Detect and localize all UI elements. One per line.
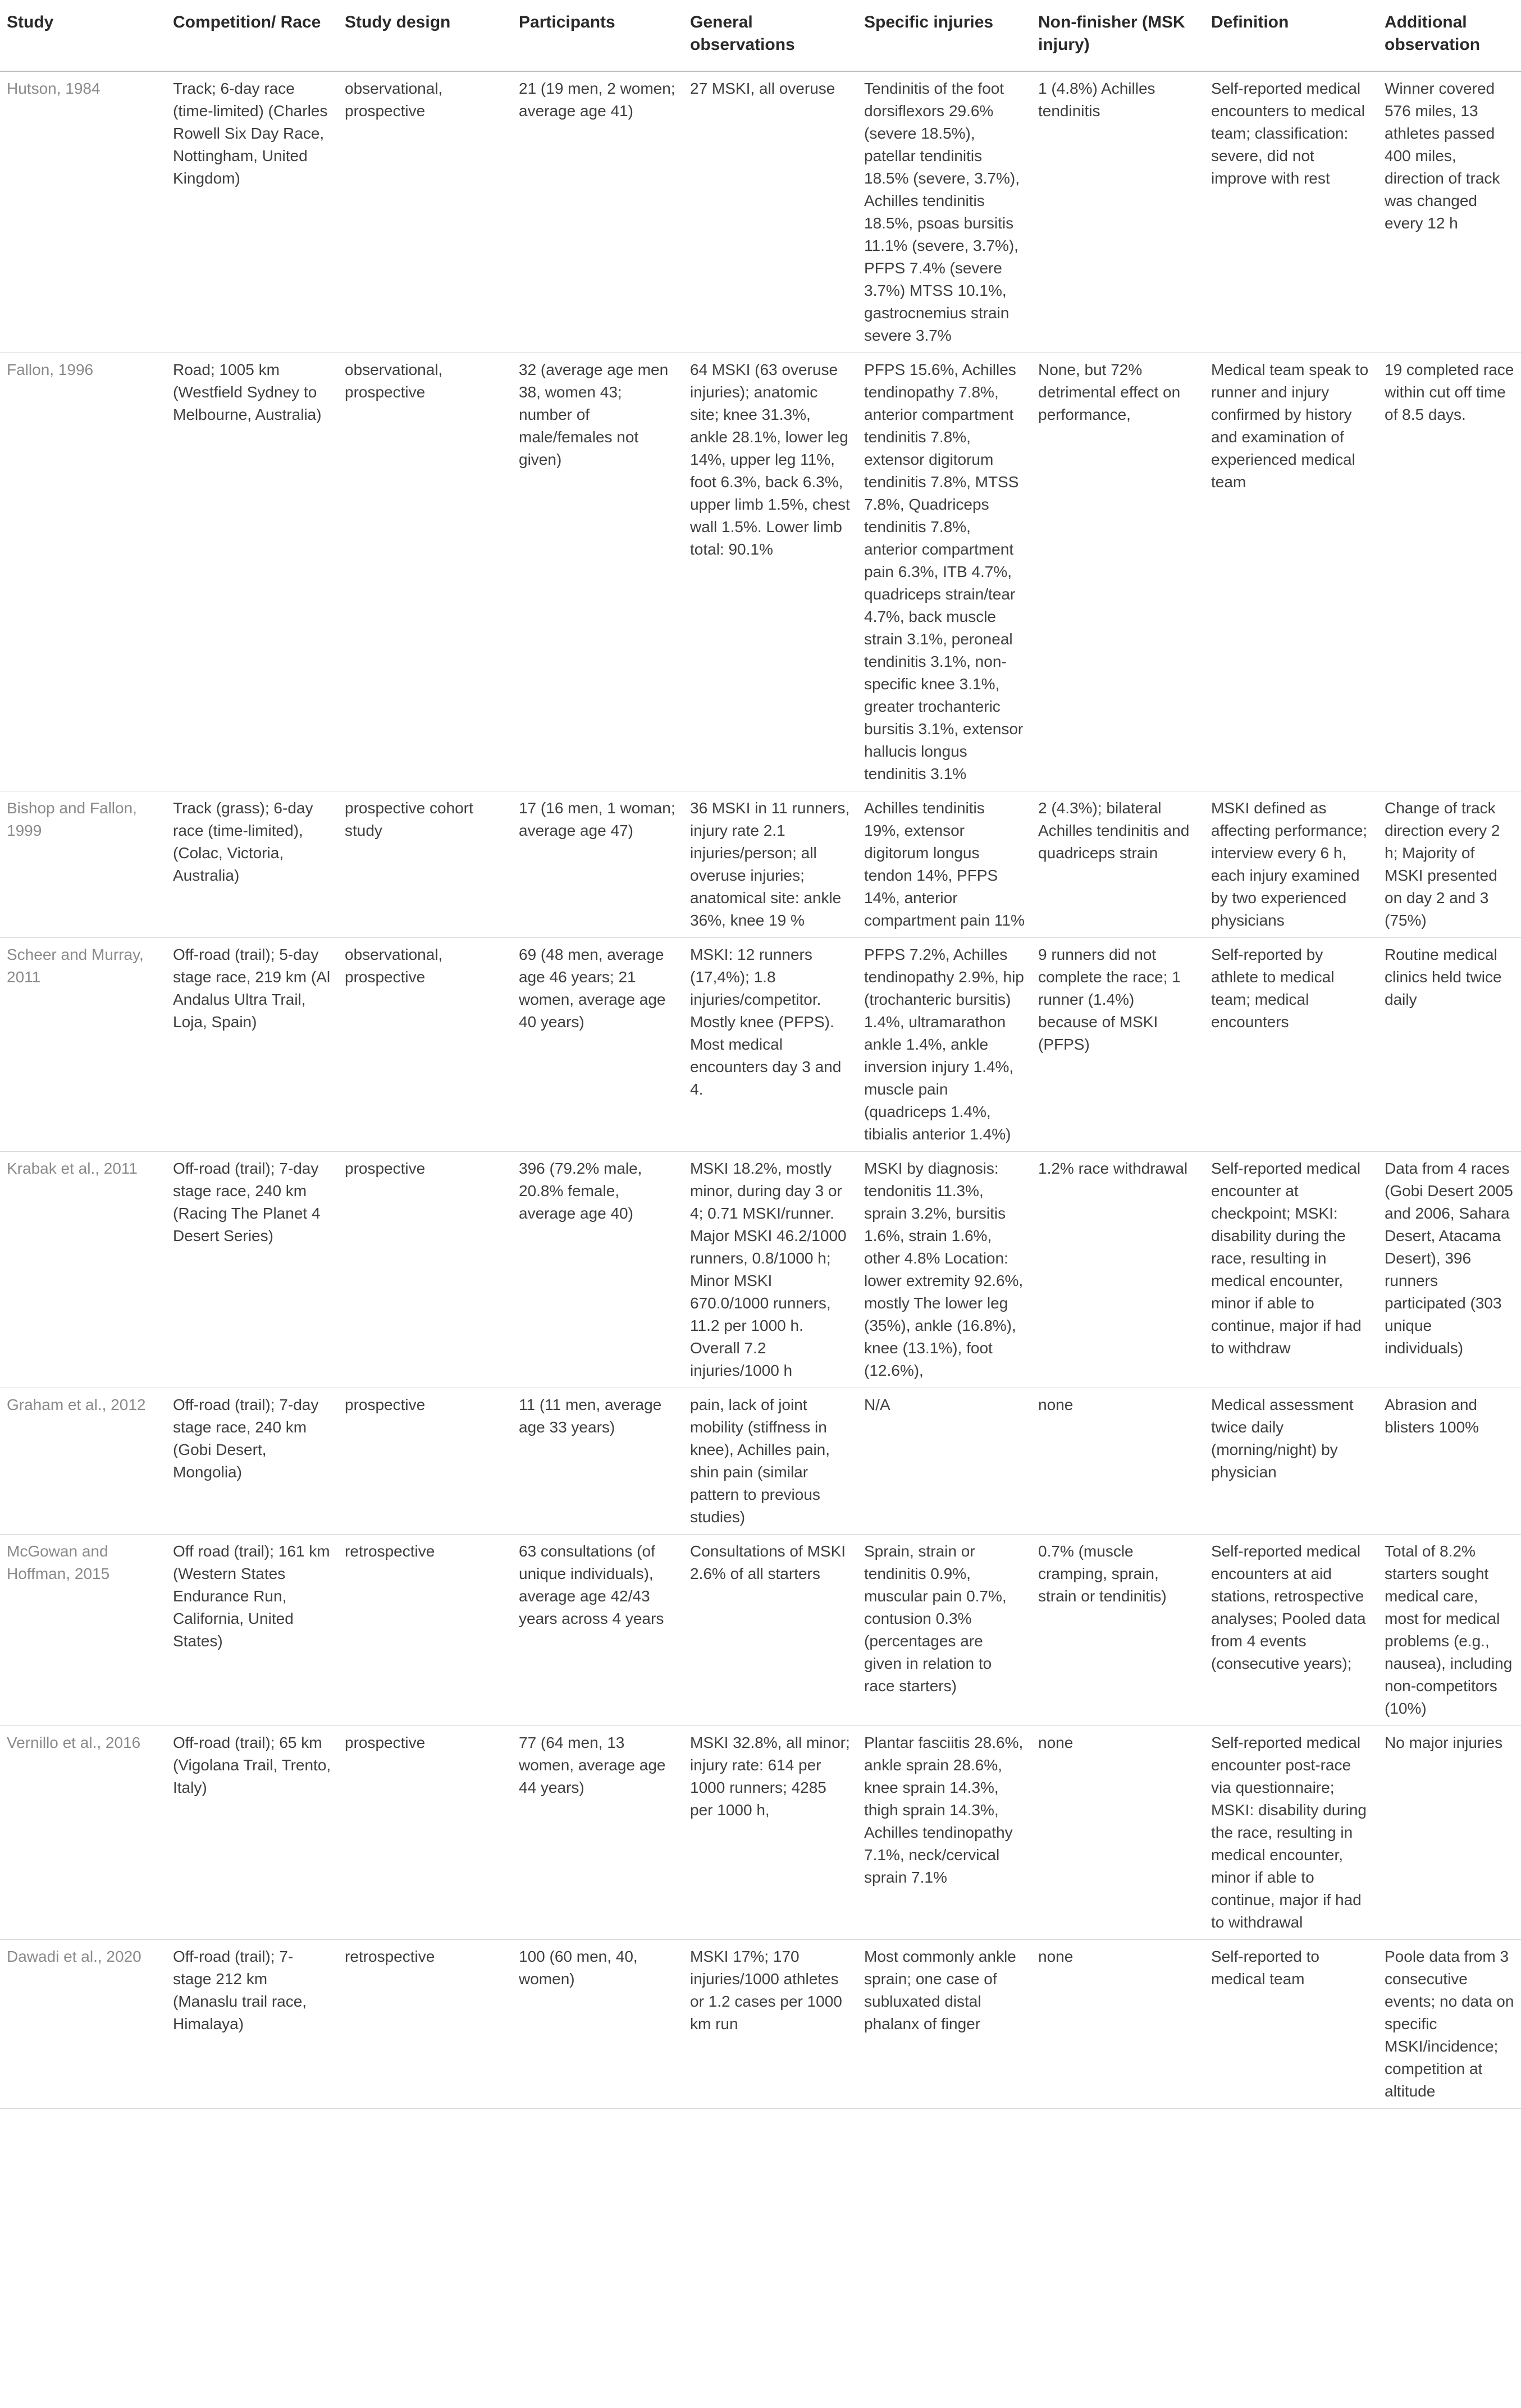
cell-race: Off road (trail); 161 km (Western States Endurance Run, California, United States) [166, 1535, 338, 1726]
cell-nonfinisher: 9 runners did not complete the race; 1 runner (1.4%) because of MSKI (PFPS) [1031, 938, 1204, 1152]
cell-design: prospective [338, 1388, 512, 1535]
table-row [0, 1535, 1521, 1726]
cell-general: 64 MSKI (63 overuse injuries); anatomic site; knee 31.3%, ankle 28.1%, lower leg 14%, upper leg 11%, foot 6.3%, back 6.3%, upper limb 1.5%, chest wall 1.5%. Lower limb total: 90.1% [683, 353, 857, 791]
cell-general: pain, lack of joint mobility (stiffness in knee), Achilles pain, shin pain (similar pattern to previous studies) [683, 1388, 857, 1535]
cell-nonfinisher: 2 (4.3%); bilateral Achilles tendinitis and quadriceps strain [1031, 791, 1204, 938]
cell-study: Graham et al., 2012 [0, 1388, 166, 1535]
cell-race: Track; 6-day race (time-limited) (Charles Rowell Six Day Race, Nottingham, United Kingdom) [166, 71, 338, 353]
cell-participants: 21 (19 men, 2 women; average age 41) [512, 71, 683, 353]
header-general: General observations [683, 0, 857, 71]
table-row [0, 1388, 1521, 1535]
cell-race: Off-road (trail); 7-day stage race, 240 km (Racing The Planet 4 Desert Series) [166, 1152, 338, 1388]
cell-design: prospective [338, 1726, 512, 1940]
header-specific: Specific injuries [857, 0, 1031, 71]
cell-additional: Abrasion and blisters 100% [1378, 1388, 1521, 1535]
cell-specific: N/A [857, 1388, 1031, 1535]
cell-study: Fallon, 1996 [0, 353, 166, 791]
cell-definition: Self-reported medical encounters to medical team; classification: severe, did not improve with rest [1204, 71, 1378, 353]
header-study: Study [0, 0, 166, 71]
cell-additional: Change of track direction every 2 h; Majority of MSKI presented on day 2 and 3 (75%) [1378, 791, 1521, 938]
header-design: Study design [338, 0, 512, 71]
cell-nonfinisher: 1 (4.8%) Achilles tendinitis [1031, 71, 1204, 353]
cell-specific: Sprain, strain or tendinitis 0.9%, muscular pain 0.7%, contusion 0.3% (percentages are given in relation to race starters) [857, 1535, 1031, 1726]
cell-additional: No major injuries [1378, 1726, 1521, 1940]
cell-additional: Winner covered 576 miles, 13 athletes passed 400 miles, direction of track was changed every 12 h [1378, 71, 1521, 353]
cell-design: observational, prospective [338, 938, 512, 1152]
cell-study: McGowan and Hoffman, 2015 [0, 1535, 166, 1726]
cell-nonfinisher: 0.7% (muscle cramping, sprain, strain or tendinitis) [1031, 1535, 1204, 1726]
cell-race: Off-road (trail); 7-stage 212 km (Manaslu trail race, Himalaya) [166, 1940, 338, 2109]
table-row [0, 71, 1521, 353]
table-row [0, 1152, 1521, 1388]
cell-study: Dawadi et al., 2020 [0, 1940, 166, 2109]
cell-study: Hutson, 1984 [0, 71, 166, 353]
cell-general: 36 MSKI in 11 runners, injury rate 2.1 injuries/person; all overuse injuries; anatomical site: ankle 36%, knee 19 % [683, 791, 857, 938]
cell-additional: Total of 8.2% starters sought medical care, most for medical problems (e.g., nausea), including non-competitors (10%) [1378, 1535, 1521, 1726]
cell-specific: Achilles tendinitis 19%, extensor digitorum longus tendon 14%, PFPS 14%, anterior compartment pain 11% [857, 791, 1031, 938]
cell-specific: Most commonly ankle sprain; one case of subluxated distal phalanx of finger [857, 1940, 1031, 2109]
cell-participants: 100 (60 men, 40, women) [512, 1940, 683, 2109]
cell-general: 27 MSKI, all overuse [683, 71, 857, 353]
cell-study: Krabak et al., 2011 [0, 1152, 166, 1388]
cell-additional: Routine medical clinics held twice daily [1378, 938, 1521, 1152]
cell-general: MSKI 18.2%, mostly minor, during day 3 or 4; 0.71 MSKI/runner. Major MSKI 46.2/1000 runners, 0.8/1000 h; Minor MSKI 670.0/1000 runners, 11.2 per 1000 h. Overall 7.2 injuries/1000 h [683, 1152, 857, 1388]
cell-participants: 32 (average age men 38, women 43; number of male/females not given) [512, 353, 683, 791]
cell-participants: 17 (16 men, 1 woman; average age 47) [512, 791, 683, 938]
cell-definition: Self-reported medical encounters at aid stations, retrospective analyses; Pooled data from 4 events (consecutive years); [1204, 1535, 1378, 1726]
cell-specific: Plantar fasciitis 28.6%, ankle sprain 28.6%, knee sprain 14.3%, thigh sprain 14.3%, Achilles tendinopathy 7.1%, neck/cervical sprain 7.1% [857, 1726, 1031, 1940]
cell-design: prospective cohort study [338, 791, 512, 938]
cell-specific: MSKI by diagnosis: tendonitis 11.3%, sprain 3.2%, bursitis 1.6%, strain 1.6%, other 4.8% Location: lower extremity 92.6%, mostly The lower leg (35%), ankle (16.8%), knee (13.1%), foot (12.6%), [857, 1152, 1031, 1388]
cell-additional: Poole data from 3 consecutive events; no data on specific MSKI/incidence; competition at altitude [1378, 1940, 1521, 2109]
cell-study: Bishop and Fallon, 1999 [0, 791, 166, 938]
cell-general: MSKI 17%; 170 injuries/1000 athletes or 1.2 cases per 1000 km run [683, 1940, 857, 2109]
cell-design: prospective [338, 1152, 512, 1388]
cell-specific: Tendinitis of the foot dorsiflexors 29.6% (severe 18.5%), patellar tendinitis 18.5% (severe, 3.7%), Achilles tendinitis 18.5%, psoas bursitis 11.1% (severe, 3.7%), PFPS 7.4% (severe 3.7%) MTSS 10.1%, gastrocnemius strain severe 3.7% [857, 71, 1031, 353]
table-body [0, 71, 1521, 2109]
cell-race: Track (grass); 6-day race (time-limited), (Colac, Victoria, Australia) [166, 791, 338, 938]
table-row [0, 791, 1521, 938]
cell-participants: 63 consultations (of unique individuals), average age 42/43 years across 4 years [512, 1535, 683, 1726]
cell-definition: Self-reported medical encounter at checkpoint; MSKI: disability during the race, resulting in medical encounter, minor if able to continue, major if had to withdraw [1204, 1152, 1378, 1388]
cell-definition: Medical assessment twice daily (morning/night) by physician [1204, 1388, 1378, 1535]
cell-nonfinisher: None, but 72% detrimental effect on performance, [1031, 353, 1204, 791]
header-race: Competition/ Race [166, 0, 338, 71]
cell-additional: Data from 4 races (Gobi Desert 2005 and 2006, Sahara Desert, Atacama Desert), 396 runners participated (303 unique individuals) [1378, 1152, 1521, 1388]
cell-nonfinisher: none [1031, 1388, 1204, 1535]
cell-additional: 19 completed race within cut off time of 8.5 days. [1378, 353, 1521, 791]
cell-race: Off-road (trail); 5-day stage race, 219 km (Al Andalus Ultra Trail, Loja, Spain) [166, 938, 338, 1152]
cell-definition: Medical team speak to runner and injury confirmed by history and examination of experienced medical team [1204, 353, 1378, 791]
header-definition: Definition [1204, 0, 1378, 71]
cell-general: MSKI 32.8%, all minor; injury rate: 614 per 1000 runners; 4285 per 1000 h, [683, 1726, 857, 1940]
cell-specific: PFPS 15.6%, Achilles tendinopathy 7.8%, anterior compartment tendinitis 7.8%, extensor digitorum tendinitis 7.8%, MTSS 7.8%, Quadriceps tendinitis 7.8%, anterior compartment pain 6.3%, ITB 4.7%, quadriceps strain/tear 4.7%, back muscle strain 3.1%, peroneal tendinitis 3.1%, non-specific knee 3.1%, greater trochanteric bursitis 3.1%, extensor hallucis longus tendinitis 3.1% [857, 353, 1031, 791]
cell-definition: MSKI defined as affecting performance; interview every 6 h, each injury examined by two experienced physicians [1204, 791, 1378, 938]
cell-definition: Self-reported to medical team [1204, 1940, 1378, 2109]
table-row [0, 938, 1521, 1152]
header-additional: Additional observation [1378, 0, 1521, 71]
cell-design: retrospective [338, 1535, 512, 1726]
cell-definition: Self-reported medical encounter post-race via questionnaire; MSKI: disability during the race, resulting in medical encounter, minor if able to continue, major if had to withdrawal [1204, 1726, 1378, 1940]
cell-study: Scheer and Murray, 2011 [0, 938, 166, 1152]
cell-design: observational, prospective [338, 353, 512, 791]
header-row [0, 0, 1521, 71]
cell-nonfinisher: 1.2% race withdrawal [1031, 1152, 1204, 1388]
cell-definition: Self-reported by athlete to medical team; medical encounters [1204, 938, 1378, 1152]
cell-design: observational, prospective [338, 71, 512, 353]
cell-general: MSKI: 12 runners (17,4%); 1.8 injuries/competitor. Mostly knee (PFPS). Most medical encounters day 3 and 4. [683, 938, 857, 1152]
header-nonfinisher: Non-finisher (MSK injury) [1031, 0, 1204, 71]
cell-participants: 69 (48 men, average age 46 years; 21 women, average age 40 years) [512, 938, 683, 1152]
cell-nonfinisher: none [1031, 1940, 1204, 2109]
cell-nonfinisher: none [1031, 1726, 1204, 1940]
cell-general: Consultations of MSKI 2.6% of all starters [683, 1535, 857, 1726]
cell-race: Off-road (trail); 65 km (Vigolana Trail, Trento, Italy) [166, 1726, 338, 1940]
cell-specific: PFPS 7.2%, Achilles tendinopathy 2.9%, hip (trochanteric bursitis) 1.4%, ultramarathon ankle 1.4%, ankle inversion injury 1.4%, muscle pain (quadriceps 1.4%, tibialis anterior 1.4%) [857, 938, 1031, 1152]
header-participants: Participants [512, 0, 683, 71]
cell-race: Off-road (trail); 7-day stage race, 240 km (Gobi Desert, Mongolia) [166, 1388, 338, 1535]
cell-race: Road; 1005 km (Westfield Sydney to Melbourne, Australia) [166, 353, 338, 791]
cell-participants: 77 (64 men, 13 women, average age 44 years) [512, 1726, 683, 1940]
table-row [0, 1940, 1521, 2109]
cell-study: Vernillo et al., 2016 [0, 1726, 166, 1940]
table-row [0, 1726, 1521, 1940]
table-row [0, 353, 1521, 791]
cell-participants: 396 (79.2% male, 20.8% female, average age 40) [512, 1152, 683, 1388]
cell-design: retrospective [338, 1940, 512, 2109]
cell-participants: 11 (11 men, average age 33 years) [512, 1388, 683, 1535]
